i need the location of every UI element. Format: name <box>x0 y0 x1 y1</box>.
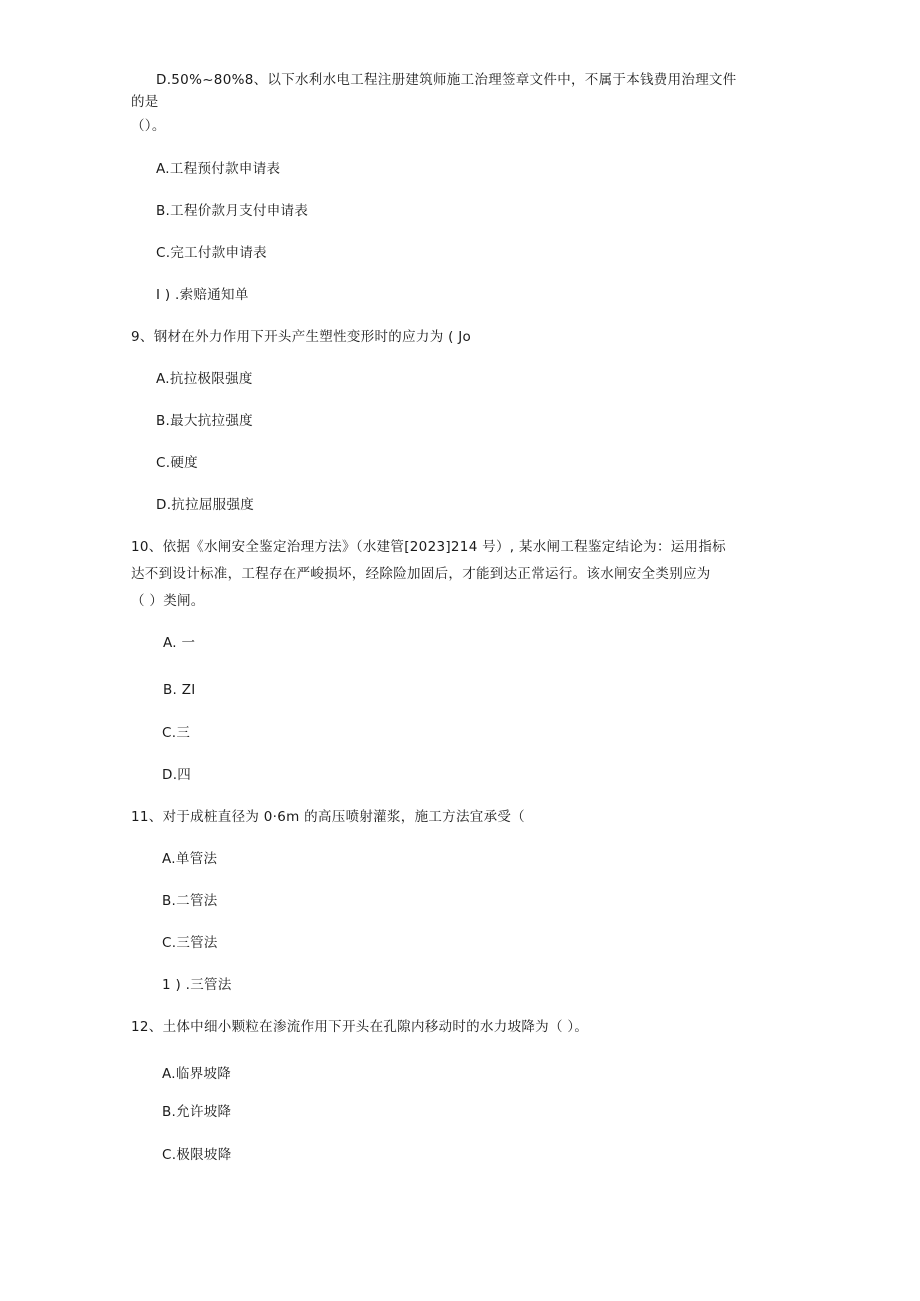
question-9-option-b: B.最大抗拉强度 <box>156 413 253 429</box>
question-11-stem: 11、对于成桩直径为 0·6m 的高压喷射灌浆，施工方法宜承受（ <box>131 809 525 825</box>
question-8-stem-line-1: D.50%~80%8、以下水利水电工程注册建筑师施工治理签章文件中，不属于本钱费用治理文件 <box>156 72 737 88</box>
question-11-option-d: 1 ) .三管法 <box>162 977 232 993</box>
question-9-option-a: A.抗拉极限强度 <box>156 371 253 387</box>
question-10-option-a: A. 一 <box>163 635 196 651</box>
question-8-option-d: I ) .索赔通知单 <box>156 287 249 303</box>
question-12-option-c: C.极限坡降 <box>162 1147 232 1163</box>
question-8-option-a: A.工程预付款申请表 <box>156 161 281 177</box>
question-8-blank: （）。 <box>131 118 166 134</box>
question-12-option-a: A.临界坡降 <box>162 1066 232 1082</box>
question-8-option-b: B.工程价款月支付申请表 <box>156 203 309 219</box>
question-12-stem: 12、土体中细小颗粒在渗流作用下开头在孔隙内移动时的水力坡降为（ ）。 <box>131 1019 589 1035</box>
question-10-option-d: D.四 <box>162 767 192 783</box>
question-10-stem-line-2: 达不到设计标准，工程存在严峻损坏，经除险加固后，才能到达正常运行。该水闸安全类别应为 <box>131 566 711 582</box>
question-8-stem-line-2: 的是 <box>131 94 159 110</box>
question-11-option-a: A.单管法 <box>162 851 218 867</box>
question-12-option-b: B.允许坡降 <box>162 1104 232 1120</box>
question-11-option-b: B.二管法 <box>162 893 218 909</box>
question-9-option-c: C.硬度 <box>156 455 198 471</box>
question-10-stem-line-1: 10、依据《水闸安全鉴定治理方法》（水建管[2023]214 号）, 某水闸工程鉴定结论为：运用指标 <box>131 539 726 555</box>
question-11-option-c: C.三管法 <box>162 935 218 951</box>
question-9-stem: 9、钢材在外力作用下开头产生塑性变形时的应力为 ( Jo <box>131 329 472 345</box>
question-10-blank: （ ）类闸。 <box>131 593 205 609</box>
question-10-option-b: B. ZI <box>163 682 196 698</box>
question-8-option-c: C.完工付款申请表 <box>156 245 267 261</box>
question-9-option-d: D.抗拉屈服强度 <box>156 497 255 513</box>
question-10-option-c: C.三 <box>162 725 191 741</box>
